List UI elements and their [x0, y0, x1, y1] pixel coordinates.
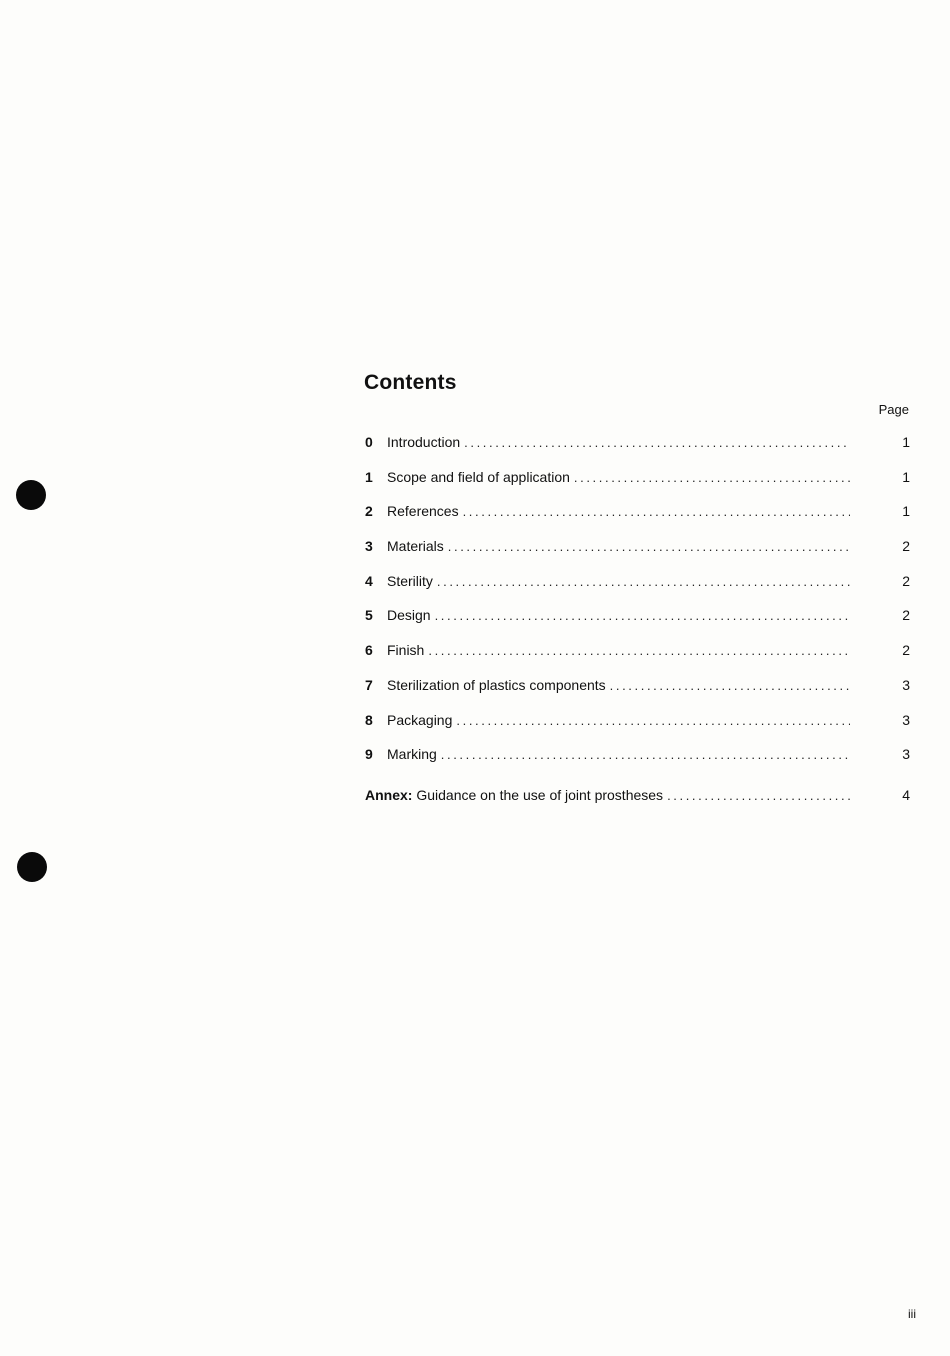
dot-leader [463, 504, 850, 519]
dot-leader [610, 678, 850, 693]
toc-entry-title: Sterilization of plastics components [387, 676, 606, 693]
toc-entry-number: 4 [365, 572, 373, 589]
toc-entry-title: Introduction [387, 434, 461, 450]
annex-label: Annex: [365, 786, 413, 803]
toc-entry-page: 2 [902, 572, 910, 589]
toc-entry-page: 4 [902, 786, 910, 803]
page-number: iii [908, 1307, 916, 1321]
toc-entry-title: Sterility [387, 572, 433, 589]
dot-leader [667, 788, 850, 803]
dot-leader [456, 713, 850, 728]
toc-entry-design[interactable] [365, 607, 910, 642]
dot-leader [574, 470, 850, 485]
annex-title: Guidance on the use of joint prostheses [416, 786, 664, 803]
toc-entry-page: 1 [902, 503, 910, 520]
toc-entry-scope[interactable] [365, 469, 910, 504]
toc-entry-references[interactable] [365, 503, 910, 538]
toc-entry-page: 2 [902, 607, 910, 624]
toc-entry-finish[interactable] [365, 642, 910, 677]
page-column-label: Page [878, 402, 909, 417]
toc-entry-page: 2 [902, 642, 910, 659]
toc-entry-title: Design [387, 607, 431, 624]
toc-entry-title: Materials [387, 538, 444, 555]
toc-entry-number: 8 [365, 711, 373, 728]
toc-entry-number: 7 [365, 676, 373, 693]
punch-hole-bottom [17, 852, 47, 882]
toc-entry-page: 3 [902, 746, 910, 763]
dot-leader [437, 574, 850, 589]
toc-entry-page: 3 [902, 711, 910, 728]
dot-leader [428, 643, 850, 658]
toc-entry-number: 3 [365, 538, 373, 555]
toc-entry-annex[interactable] [365, 787, 910, 822]
toc-entry-title: Finish [387, 642, 425, 659]
toc-entry-title: Marking [387, 746, 437, 763]
toc-entry-materials[interactable] [365, 538, 910, 573]
toc-entry-number: 2 [365, 503, 373, 520]
toc-entry-page: 2 [902, 538, 910, 555]
toc-entry-number: 0 [365, 434, 373, 450]
dot-leader [441, 747, 850, 762]
toc-entry-marking[interactable] [365, 746, 910, 781]
toc-entry-packaging[interactable] [365, 712, 910, 747]
toc-entry-page: 1 [902, 434, 910, 450]
toc-entry-sterility[interactable] [365, 573, 910, 608]
toc-entry-title: Packaging [387, 711, 453, 728]
toc-entry-number: 5 [365, 607, 373, 624]
toc-entry-number: 6 [365, 642, 373, 659]
toc-entry-title [365, 787, 663, 803]
toc-entry-number: 9 [365, 746, 373, 763]
dot-leader [464, 435, 850, 450]
toc-entry-title: References [387, 503, 459, 520]
table-of-contents [365, 434, 910, 822]
toc-entry-page: 1 [902, 468, 910, 485]
page-title: Contents [364, 371, 457, 394]
dot-leader [448, 539, 850, 554]
dot-leader [435, 608, 850, 623]
toc-entry-page: 3 [902, 676, 910, 693]
toc-entry-number: 1 [365, 468, 373, 485]
toc-entry-introduction[interactable] [365, 434, 910, 469]
toc-entry-title: Scope and field of application [387, 468, 570, 485]
toc-entry-sterilization[interactable] [365, 677, 910, 712]
punch-hole-top [16, 480, 46, 510]
